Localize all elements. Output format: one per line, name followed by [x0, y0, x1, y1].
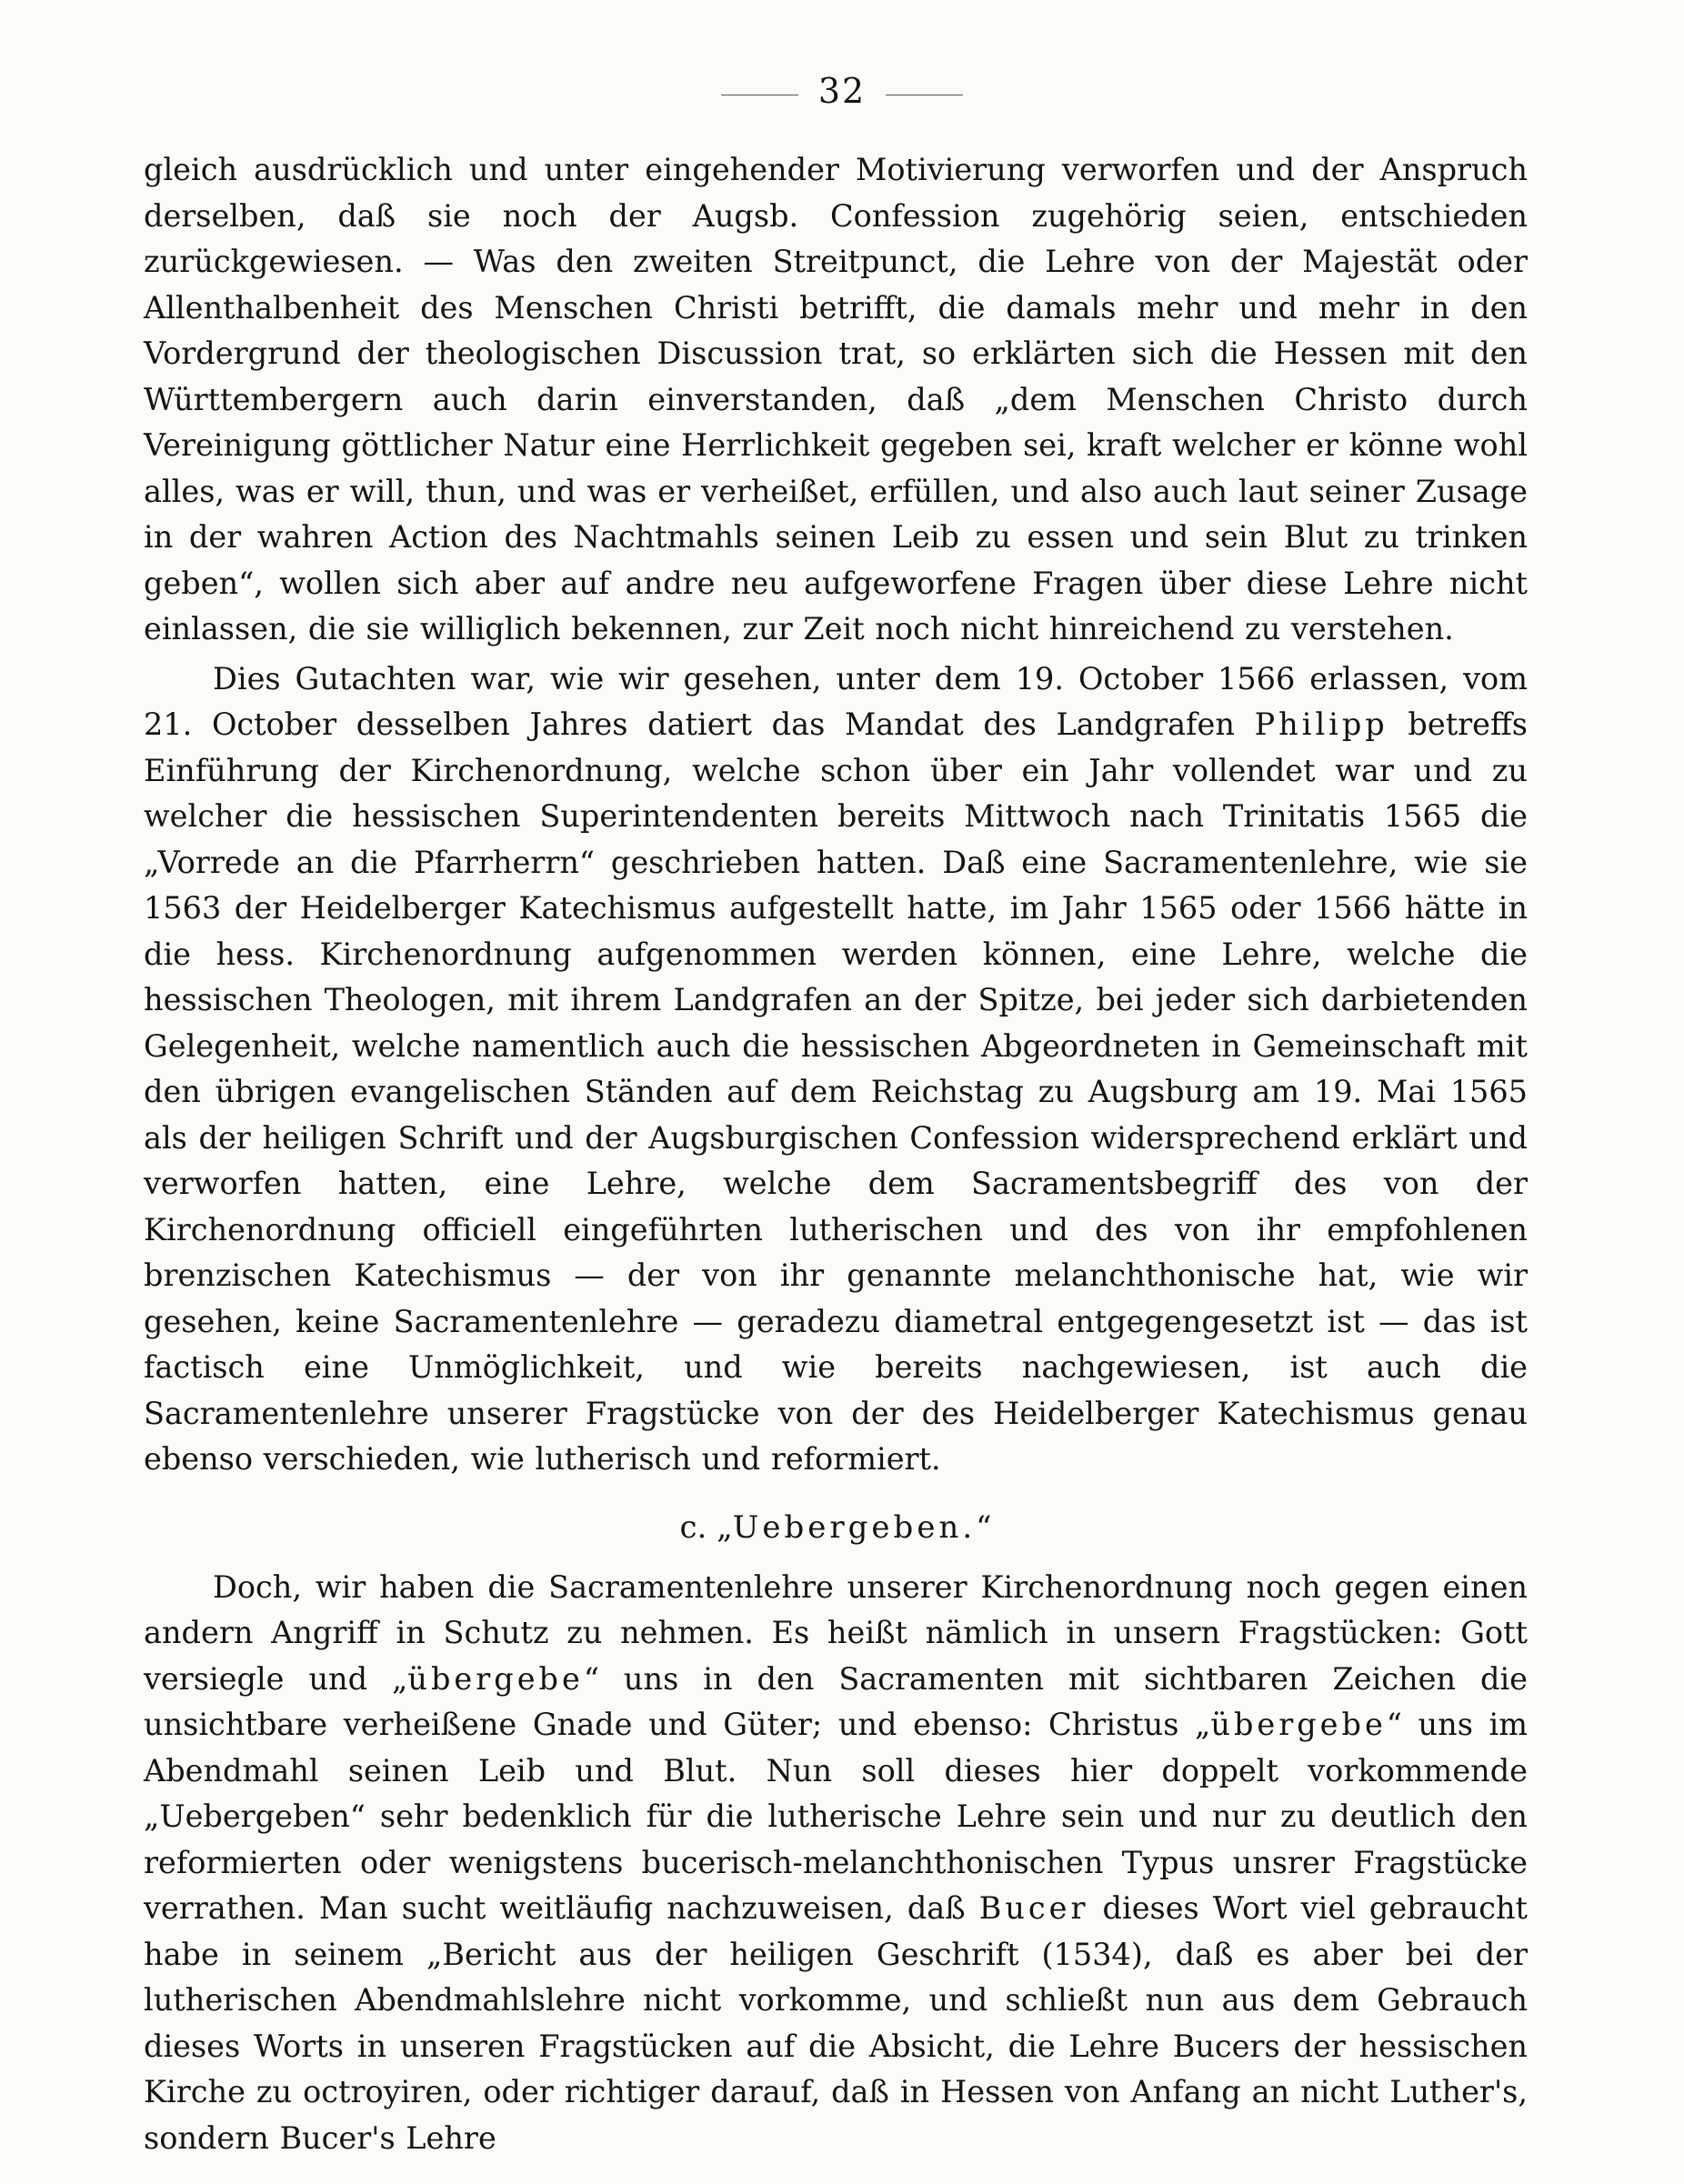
- section-title: Uebergeben.: [732, 1508, 977, 1546]
- paragraph-3-text-d: dieses Wort viel gebraucht habe in seinem „Bericht aus der heiligen Geschrift (1534), daß es aber bei der lutherischen Abendmahlslehre nicht vorkomme, und schließt nun aus dem Gebrauch dieses Worts in unseren Fragstücken auf die Absicht, die Lehre Bucers der hessischen Kirche zu octroyiren, oder richtiger darauf, daß in Hessen von Anfang an nicht Luther's, sondern Bucer's Lehre: [144, 1890, 1528, 2156]
- paragraph-1: gleich ausdrücklich und unter eingehender Motivierung verworfen und der Anspruch derselben, daß sie noch der Augsb. Confession zugehörig seien, entschieden zurückgewiesen. — Was den zweiten Streitpunct, die Lehre von der Majestät oder Allenthalbenheit des Menschen Christi betrifft, die damals mehr und mehr in den Vordergrund der theologischen Discussion trat, so erklärten sich die Hessen mit den Württembergern auch darin einverstanden, daß „dem Menschen Christo durch Vereinigung göttlicher Natur eine Herrlichkeit gegeben sei, kraft welcher er könne wohl alles, was er will, thun, und was er verheißet, erfüllen, und also auch laut seiner Zusage in der wahren Action des Nachtmahls seinen Leib zu essen und sein Blut zu trinken geben“, wollen sich aber auf andre neu aufgeworfene Fragen über diese Lehre nicht einlassen, die sie williglich bekennen, zur Zeit noch nicht hinreichend zu verstehen.: [144, 152, 1528, 646]
- paragraph-3-text-b: “ uns in den Sacramenten mit sichtbaren Zeichen die unsichtbare verheißene Gnade und Güter; und ebenso: Christus „: [144, 1660, 1528, 1742]
- page-body: [144, 147, 1528, 2161]
- paragraph-2-text-a: Dies Gutachten war, wie wir gesehen, unter dem 19. October 1566 erlassen, vom 21. October desselben Jahres datiert das Mandat des Landgrafen: [144, 660, 1528, 742]
- paragraph-3-text-a: Doch, wir haben die Sacramentenlehre unserer Kirchenordnung noch gegen einen andern Angriff in Schutz zu nehmen. Es heißt nämlich in unsern Fragstücken: Gott versiegle und „: [144, 1568, 1528, 1697]
- page-header: [0, 71, 1684, 111]
- person-name-bucer: Bucer: [978, 1890, 1089, 1926]
- section-prefix: c. „: [679, 1508, 733, 1546]
- page-number: 32: [817, 71, 867, 111]
- section-heading: [144, 1505, 1528, 1550]
- person-name-philipp: Philipp: [1254, 706, 1388, 742]
- paragraph-3-text-c: “ uns im Abendmahl seinen Leib und Blut. Nun soll dieses hier doppelt vorkommende „Uebergeben“ sehr bedenklich für die lutherische Lehre sein und nur zu deutlich den reformierten oder wenigstens bucerisch-melanchthonischen Typus unsrer Fragstücke verrathen. Man sucht weitläufig nachzuweisen, daß: [144, 1707, 1528, 1926]
- emphasis-uebergebe-1: übergebe: [407, 1660, 584, 1697]
- paragraph-2: [144, 656, 1528, 1483]
- paragraph-3: [144, 1565, 1528, 2162]
- section-suffix: “: [976, 1508, 992, 1546]
- paragraph-2-text-b: betreffs Einführung der Kirchenordnung, welche schon über ein Jahr vollendet war und zu welcher die hessischen Superintendenten bereits Mittwoch nach Trinitatis 1565 die „Vorrede an die Pfarrherrn“ geschrieben hatten. Daß eine Sacramentenlehre, wie sie 1563 der Heidelberger Katechismus aufgestellt hatte, im Jahr 1565 oder 1566 hätte in die hess. Kirchenordnung aufgenommen werden können, eine Lehre, welche die hessischen Theologen, mit ihrem Landgrafen an der Spitze, bei jeder sich darbietenden Gelegenheit, welche namentlich auch die hessischen Abgeordneten in Gemeinschaft mit den übrigen evangelischen Ständen auf dem Reichstag zu Augsburg am 19. Mai 1565 als der heiligen Schrift und der Augsburgischen Confession widersprechend erklärt und verworfen hatten, eine Lehre, welche dem Sacramentsbegriff des von der Kirchenordnung officiell eingeführten lutherischen und des von ihr empfohlenen brenzischen Katechismus — der von ihr genannte melanchthonische hat, wie wir gesehen, keine Sacramentenlehre — geradezu diametral entgegengesetzt ist — das ist factisch eine Unmöglichkeit, und wie bereits nachgewiesen, ist auch die Sacramentenlehre unserer Fragstücke von der des Heidelberger Katechismus genau ebenso verschieden, wie lutherisch und reformiert.: [144, 706, 1528, 1477]
- emphasis-uebergebe-2: übergebe: [1210, 1707, 1387, 1742]
